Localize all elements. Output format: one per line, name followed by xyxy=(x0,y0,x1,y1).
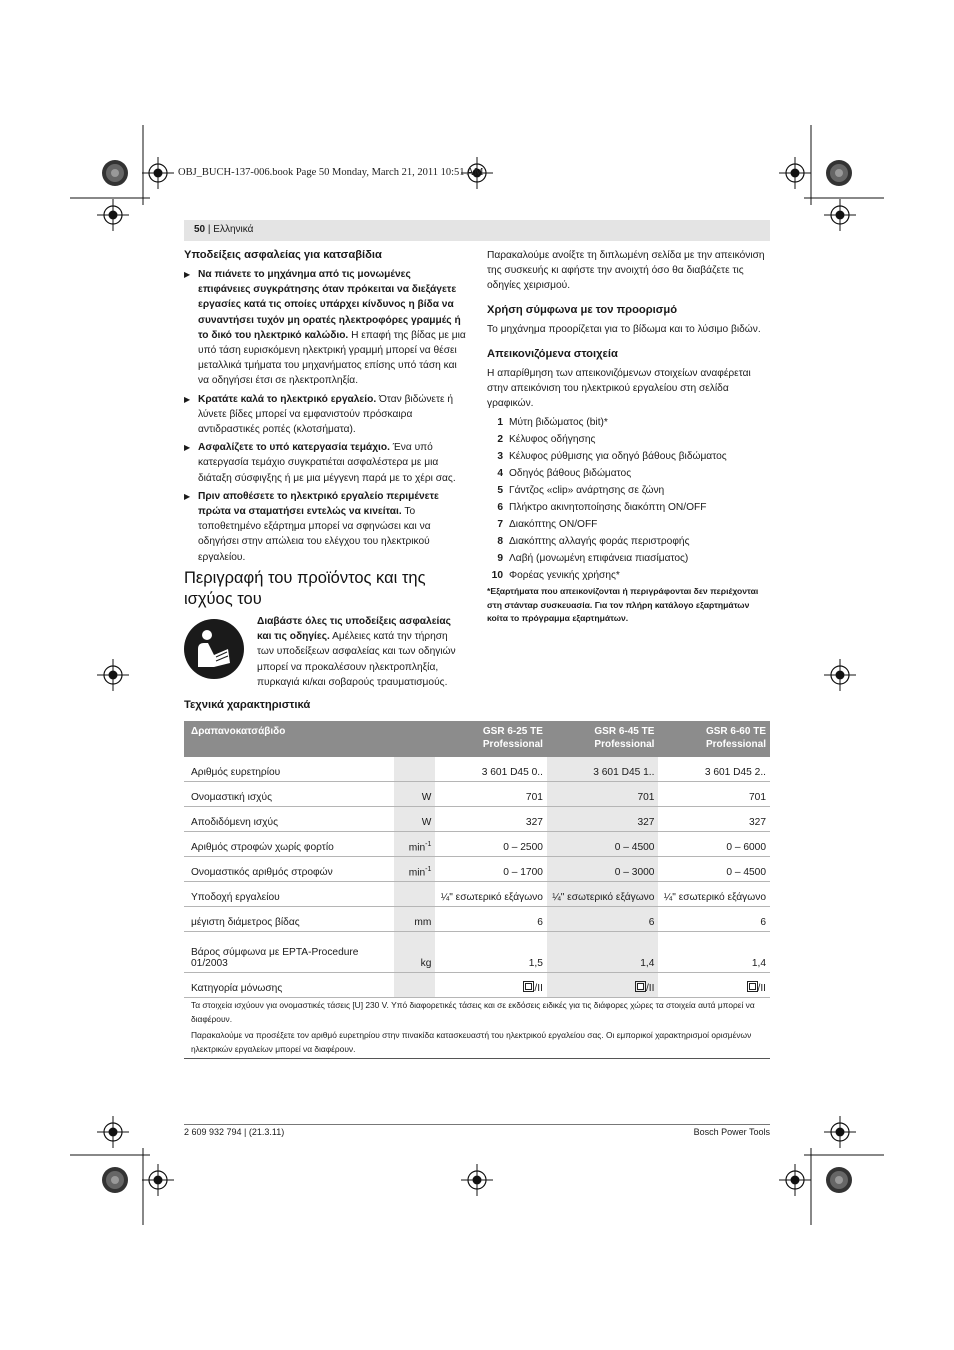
page-header-bar xyxy=(184,220,770,241)
row-label: Κατηγορία μόνωσης xyxy=(184,973,394,998)
bullet-bold: Κρατάτε καλά το ηλεκτρικό εργαλείο. xyxy=(198,393,377,405)
value-cell xyxy=(658,757,770,782)
component-item xyxy=(487,448,770,465)
component-text: Πλήκτρο ακινητοποίησης διακόπτη ON/OFF xyxy=(509,502,707,514)
unit-cell xyxy=(394,932,436,973)
table-row xyxy=(184,832,770,857)
component-item xyxy=(487,499,770,516)
value-text: /II xyxy=(645,983,655,994)
safety-bullet xyxy=(184,489,466,565)
value-cell xyxy=(547,832,659,857)
value-text: ¼" εσωτερικό εξάγωνο xyxy=(440,892,543,903)
component-item xyxy=(487,414,770,431)
bullet-text: Ένα υπό κατεργασία τεμάχιο συγκρατιέται ασφαλέστερα με μια διάταξη σύσφιγξης ή με μια μέγγενη παρά με το χέρι σας. xyxy=(198,442,456,484)
protection-class-icon xyxy=(747,981,758,992)
component-number: 6 xyxy=(497,502,503,514)
value-text: 0 – 6000 xyxy=(726,842,766,853)
component-item xyxy=(487,516,770,533)
row-label: Υποδοχή εργαλείου xyxy=(184,882,394,907)
value-cell xyxy=(658,832,770,857)
component-number: 9 xyxy=(497,553,503,565)
value-text: 327 xyxy=(637,817,655,828)
component-text: Κέλυφος οδήγησης xyxy=(509,434,596,446)
row-label: Αριθμός ευρετηρίου xyxy=(184,757,394,782)
table-row xyxy=(184,973,770,998)
unit-text: W xyxy=(421,817,432,828)
component-text: Διακόπτης αλλαγής φοράς περιστροφής xyxy=(509,536,690,548)
component-number: 4 xyxy=(497,468,503,480)
value-cell xyxy=(547,807,659,832)
bullet-bold: Πριν αποθέσετε το ηλεκτρικό εργαλείο περιμένετε πρώτα να σταματήσει εντελώς να κινείται. xyxy=(198,490,439,518)
value-text: /II xyxy=(534,983,543,994)
value-text: 0 – 1700 xyxy=(503,867,543,878)
components-title: Απεικονιζόμενα στοιχεία xyxy=(487,347,618,360)
technical-data-table xyxy=(184,721,770,1059)
model-name: GSR 6-60 TE xyxy=(705,726,766,737)
value-text: 701 xyxy=(749,792,766,803)
value-cell xyxy=(658,932,770,973)
bullet-text: Η επαφή της βίδας με μια υπό τάση ευρισκόμενη ηλεκτρική γραμμή μπορεί να θέσει μεταλλικά τμήματα του μηχανήματος επίσης υπό τάση και να οδηγήσει έτσι σε ηλεκτροπληξία. xyxy=(198,329,466,387)
unit-text: min xyxy=(408,867,426,878)
component-text: Κέλυφος ρύθμισης για οδηγό βάθους βιδώματος xyxy=(509,451,727,463)
component-item xyxy=(487,550,770,567)
section-title: Περιγραφή του προϊόντος και της ισχύος του xyxy=(184,569,426,608)
component-text: Λαβή (μονωμένη επιφάνεια πιασίματος) xyxy=(509,553,689,565)
tech-data-title: Τεχνικά χαρακτηριστικά xyxy=(184,699,311,711)
value-text: ¼" εσωτερικό εξάγωνο xyxy=(552,892,655,903)
unit-cell xyxy=(394,807,436,832)
safety-bullet xyxy=(184,440,466,486)
read-manual-icon xyxy=(184,619,244,679)
intended-use-title: Χρήση σύμφωνα με τον προορισμό xyxy=(487,303,678,316)
left-column xyxy=(184,248,466,568)
bullet-text: Όταν βιδώνετε ή λύνετε βίδες μπορεί να εμφανιστούν πρόσκαιρα αντιδραστικές ροπές (κλοτσήματα). xyxy=(198,393,454,436)
bullet-text: Το τοποθετημένο εξάρτημα μπορεί να σφηνώσει και να οδηγήσει στην απώλεια του ελέγχου του ηλεκτρικού εργαλείου. xyxy=(198,506,431,563)
components-intro: Η απαρίθμηση των απεικονιζόμενων στοιχείων αναφέρεται στην απεικόνιση του ηλεκτρικού εργαλείου στη σελίδα γραφικών. xyxy=(487,367,751,410)
model-header xyxy=(658,721,770,757)
component-number: 8 xyxy=(497,536,503,548)
value-cell xyxy=(658,973,770,998)
bullet-triangle-icon: ▶ xyxy=(184,394,191,404)
page-header xyxy=(194,224,253,235)
protection-class-icon xyxy=(523,981,534,992)
value-cell xyxy=(435,757,547,782)
read-instructions-bold: Διαβάστε όλες τις υποδείξεις ασφαλείας και τις οδηγίες. xyxy=(257,616,451,643)
value-cell xyxy=(547,973,659,998)
table-row xyxy=(184,882,770,907)
safety-bullet xyxy=(184,267,466,389)
value-text: 0 – 4500 xyxy=(614,842,655,853)
model-line: Professional xyxy=(705,739,766,750)
intended-use-text: Το μηχάνημα προορίζεται για το βίδωμα και το λύσιμο βιδών. xyxy=(487,323,761,335)
unit-cell xyxy=(394,973,436,998)
read-instructions-text xyxy=(257,614,467,690)
value-cell xyxy=(547,907,659,932)
value-text: 6 xyxy=(760,917,766,928)
unit-text: mm xyxy=(414,917,432,928)
unit-superscript: -1 xyxy=(425,840,432,848)
value-cell xyxy=(435,882,547,907)
value-cell xyxy=(435,932,547,973)
component-text: Γάντζος «clip» ανάρτησης σε ζώνη xyxy=(509,485,665,497)
unit-text: kg xyxy=(420,958,432,969)
right-column xyxy=(487,248,770,626)
bullet-triangle-icon: ▶ xyxy=(184,443,191,453)
table-row xyxy=(184,807,770,832)
value-cell xyxy=(658,782,770,807)
header-language: Ελληνικά xyxy=(213,224,254,235)
component-number: 1 xyxy=(497,417,503,429)
value-cell xyxy=(547,757,659,782)
value-cell xyxy=(435,807,547,832)
safety-title: Υποδείξεις ασφαλείας για κατσαβίδια xyxy=(184,249,382,261)
safety-bullet xyxy=(184,392,466,438)
model-line: Professional xyxy=(482,739,543,750)
row-label: Ονομαστική ισχύς xyxy=(184,782,394,807)
component-text: Οδηγός βάθους βιδώματος xyxy=(509,468,632,480)
protection-class-icon xyxy=(635,981,646,992)
table-note: Παρακαλούμε να προσέξετε τον αριθμό ευρετηρίου στην πινακίδα κατασκευαστή του ηλεκτρικού εργαλείου σας. Οι εμπορικοί χαρακτηρισμοί ορισμένων ηλεκτρικών εργαλείων μπορεί να διαφέρουν. xyxy=(184,1028,770,1059)
table-row xyxy=(184,857,770,882)
value-cell xyxy=(547,932,659,973)
value-text: 0 – 4500 xyxy=(726,867,766,878)
value-cell xyxy=(658,907,770,932)
unit-superscript: -1 xyxy=(425,865,432,873)
value-cell xyxy=(435,973,547,998)
model-header xyxy=(547,721,659,757)
row-label: Ονομαστικός αριθμός στροφών xyxy=(184,857,394,882)
read-instructions-rest: Αμέλειες κατά την τήρηση των υποδείξεων ασφαλείας και των οδηγιών μπορεί να προκαλέσουν ηλεκτροπληξία, πυρκαγιά κι/και σοβαρούς τραυματισμούς. xyxy=(257,631,456,688)
value-text: 6 xyxy=(648,917,655,928)
unit-cell xyxy=(394,782,436,807)
component-item xyxy=(487,465,770,482)
component-item xyxy=(487,567,770,584)
bullet-triangle-icon: ▶ xyxy=(184,270,191,279)
footer-doc-number: 2 609 932 794 | (21.3.11) xyxy=(184,1127,285,1137)
value-text: 0 – 2500 xyxy=(503,842,543,853)
value-cell xyxy=(658,882,770,907)
table-note-row xyxy=(184,998,770,1029)
component-item xyxy=(487,482,770,499)
value-cell xyxy=(435,782,547,807)
value-text: 327 xyxy=(749,817,766,828)
component-number: 10 xyxy=(491,570,503,582)
value-text: 0 – 3000 xyxy=(614,867,655,878)
model-name: GSR 6-25 TE xyxy=(482,726,543,737)
row-label: μέγιστη διάμετρος βίδας xyxy=(184,907,394,932)
foldout-intro: Παρακαλούμε ανοίξτε τη διπλωμένη σελίδα με την απεικόνιση της συσκευής κι αφήστε την ανοιχτή όσο θα διαβάζετε τις οδηγίες χειρισμού. xyxy=(487,250,765,292)
table-row xyxy=(184,932,770,973)
component-number: 3 xyxy=(497,451,503,463)
value-text: 6 xyxy=(537,917,543,928)
table-header-label: Δραπανοκατσάβιδο xyxy=(184,721,435,757)
footer-rule xyxy=(184,1124,770,1125)
value-text: ¼" εσωτερικό εξάγωνο xyxy=(663,892,766,903)
value-text: 701 xyxy=(525,792,543,803)
value-cell xyxy=(435,832,547,857)
table-row xyxy=(184,782,770,807)
component-item xyxy=(487,431,770,448)
component-text: Φορέας γενικής χρήσης* xyxy=(509,570,620,582)
value-text: 3 601 D45 2.. xyxy=(704,767,766,778)
bullet-bold: Να πιάνετε το μηχάνημα από τις μονωμένες επιφάνειες συγκράτησης όταν πρόκειται να διεξάγετε εργασίες κατά τις οποίες υπάρχει κίνδυνος η βίδα να συναντήσει τυχόν μη ορατές ηλεκτροφόρες γραμμές ή το δικό του ηλεκτρικό καλώδιο. xyxy=(198,269,461,341)
table-note-row xyxy=(184,1028,770,1059)
component-number: 2 xyxy=(497,434,503,446)
bullet-triangle-icon: ▶ xyxy=(184,491,191,501)
row-label: Βάρος σύμφωνα με EPTA-Procedure 01/2003 xyxy=(184,932,394,973)
unit-text: W xyxy=(421,792,432,803)
value-text: 1,4 xyxy=(751,958,766,969)
value-text: 3 601 D45 0.. xyxy=(481,767,543,778)
print-info-line: OBJ_BUCH-137-006.book Page 50 Monday, March 21, 2011 10:51 AM xyxy=(178,167,484,178)
value-cell xyxy=(547,782,659,807)
value-text: 1,5 xyxy=(528,958,543,969)
unit-cell xyxy=(394,757,436,782)
value-text: /II xyxy=(757,983,766,994)
components-list xyxy=(487,414,770,584)
value-cell xyxy=(658,807,770,832)
value-text: 327 xyxy=(525,817,543,828)
value-cell xyxy=(658,857,770,882)
component-item xyxy=(487,533,770,550)
value-text: 1,4 xyxy=(640,958,655,969)
page-number: 50 xyxy=(194,224,206,235)
table-row xyxy=(184,907,770,932)
footer-brand: Bosch Power Tools xyxy=(693,1127,770,1137)
value-cell xyxy=(547,882,659,907)
component-number: 7 xyxy=(497,519,503,531)
value-cell xyxy=(435,857,547,882)
safety-bullets xyxy=(184,267,466,565)
unit-cell xyxy=(394,882,436,907)
accessories-footnote: *Εξαρτήματα που απεικονίζονται ή περιγράφονται δεν περιέχονται στη στάνταρ συσκευασία. Για τον πλήρη κατάλογο εξαρτημάτων κοίτα το πρόγραμμα εξαρτημάτων. xyxy=(487,586,759,624)
unit-text: min xyxy=(408,842,426,853)
value-cell xyxy=(435,907,547,932)
unit-cell xyxy=(394,832,436,857)
table-note: Τα στοιχεία ισχύουν για ονομαστικές τάσεις [U] 230 V. Υπό διαφορετικές τάσεις και σε εκδόσεις ειδικές για τις διάφορες χώρες τα στοιχεία αυτά μπορεί να διαφέρουν. xyxy=(191,1000,755,1024)
header-separator: | xyxy=(207,224,211,235)
table-header-row xyxy=(184,721,770,757)
value-text: 3 601 D45 1.. xyxy=(593,767,655,778)
component-text: Διακόπτης ON/OFF xyxy=(509,519,598,531)
value-cell xyxy=(547,857,659,882)
component-number: 5 xyxy=(497,485,503,497)
bullet-bold: Ασφαλίζετε το υπό κατεργασία τεμάχιο. xyxy=(198,442,390,454)
unit-cell xyxy=(394,907,436,932)
model-header xyxy=(435,721,547,757)
component-text: Μύτη βιδώματος (bit)* xyxy=(509,417,608,429)
table-row xyxy=(184,757,770,782)
row-label: Αριθμός στροφών χωρίς φορτίο xyxy=(184,832,394,857)
model-line: Professional xyxy=(594,739,655,750)
unit-cell xyxy=(394,857,436,882)
value-text: 701 xyxy=(637,792,655,803)
row-label: Αποδιδόμενη ισχύς xyxy=(184,807,394,832)
model-name: GSR 6-45 TE xyxy=(594,726,655,737)
